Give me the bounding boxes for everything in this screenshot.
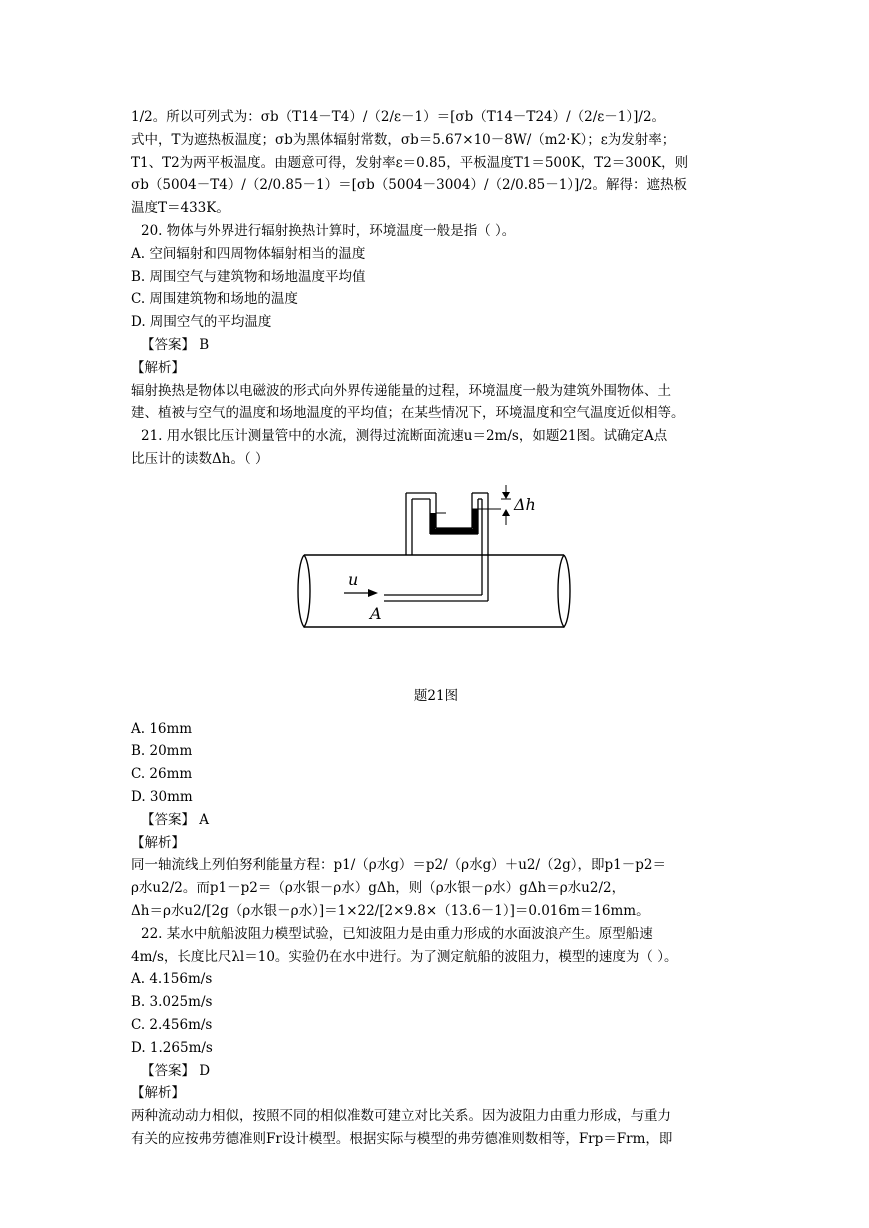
analysis-line: 同一轴流线上列伯努利能量方程：p1/（ρ水g）＝p2/（ρ水g）＋u2/（2g），即p1－p2＝ bbox=[131, 857, 666, 874]
option-a: A. 4.156m/s bbox=[131, 971, 213, 988]
analysis-line: 有关的应按弗劳德准则Fr设计模型。根据实际与模型的弗劳德准则数相等，Frp＝Frm，即 bbox=[131, 1130, 673, 1147]
analysis-label: 【解析】 bbox=[131, 1085, 185, 1102]
question-22-text: 22. 某水中航船波阻力模型试验，已知波阻力是由重力形成的水面波浪产生。原型船速 bbox=[141, 925, 653, 942]
analysis-label: 【解析】 bbox=[131, 359, 185, 376]
option-b: B. 3.025m/s bbox=[131, 994, 213, 1011]
document-content bbox=[131, 106, 741, 1151]
manometer-figure bbox=[131, 485, 741, 675]
text-line: 式中，T为遮热板温度；σb为黑体辐射常数，σb＝5.67×10－8W/（m2·K）；ε为发射率； bbox=[131, 131, 676, 148]
option-d: D. 30mm bbox=[131, 788, 193, 805]
option-b: B. 周围空气与建筑物和场地温度平均值 bbox=[131, 268, 366, 285]
question-21-text: 21. 用水银比压计测量管中的水流，测得过流断面流速u＝2m/s，如题21图。试确定A点 bbox=[141, 428, 668, 445]
option-d: D. 1.265m/s bbox=[131, 1039, 213, 1056]
figure-caption: 题21图 bbox=[413, 687, 459, 704]
delta-h-label: Δh bbox=[514, 494, 536, 514]
option-b: B. 20mm bbox=[131, 743, 193, 760]
answer-line: 【答案】 B bbox=[141, 336, 210, 353]
text-line: T1、T2为两平板温度。由题意可得，发射率ε＝0.85，平板温度T1＝500K，T2＝300K，则 bbox=[131, 154, 689, 171]
analysis-line: Δh＝ρ水u2/[2g（ρ水银－ρ水）]＝1×22/[2×9.8×（13.6－1）]＝0.016m＝16mm。 bbox=[131, 902, 650, 919]
question-20-text: 20. 物体与外界进行辐射换热计算时，环境温度一般是指（ ）。 bbox=[141, 222, 516, 239]
point-a-label: A bbox=[370, 603, 382, 623]
text-line: 温度T＝433K。 bbox=[131, 200, 230, 217]
manometer-diagram bbox=[296, 485, 576, 645]
question-21-text: 比压计的读数Δh。（ ） bbox=[131, 450, 269, 467]
answer-line: 【答案】 D bbox=[141, 1062, 211, 1079]
analysis-line: ρ水u2/2。而p1－p2＝（ρ水银－ρ水）gΔh，则（ρ水银－ρ水）gΔh＝ρ水u2/2， bbox=[131, 880, 626, 897]
option-a: A. 空间辐射和四周物体辐射相当的温度 bbox=[131, 245, 366, 262]
analysis-line: 辐射换热是物体以电磁波的形式向外界传递能量的过程，环境温度一般为建筑外围物体、土 bbox=[131, 382, 671, 399]
question-22-text: 4m/s，长度比尺λl＝10。实验仍在水中进行。为了测定航船的波阻力，模型的速度为（ ）。 bbox=[131, 948, 678, 965]
answer-line: 【答案】 A bbox=[141, 811, 210, 828]
option-c: C. 周围建筑物和场地的温度 bbox=[131, 291, 298, 308]
analysis-line: 建、植被与空气的温度和场地温度的平均值；在某些情况下，环境温度和空气温度近似相等。 bbox=[131, 405, 685, 422]
option-d: D. 周围空气的平均温度 bbox=[131, 314, 272, 331]
option-c: C. 2.456m/s bbox=[131, 1016, 213, 1033]
velocity-label: u bbox=[348, 569, 359, 589]
analysis-label: 【解析】 bbox=[131, 834, 185, 851]
analysis-line: 两种流动动力相似，按照不同的相似准数可建立对比关系。因为波阻力由重力形成，与重力 bbox=[131, 1108, 671, 1125]
option-a: A. 16mm bbox=[131, 720, 193, 737]
text-line: 1/2。所以可列式为：σb（T14－T4）/（2/ε－1）＝[σb（T14－T24）/（2/ε－1）]/2。 bbox=[131, 109, 666, 125]
option-c: C. 26mm bbox=[131, 766, 193, 783]
text-line: σb（5004－T4）/（2/0.85－1）＝[σb（5004－3004）/（2/0.85－1）]/2。解得：遮热板 bbox=[131, 177, 687, 194]
